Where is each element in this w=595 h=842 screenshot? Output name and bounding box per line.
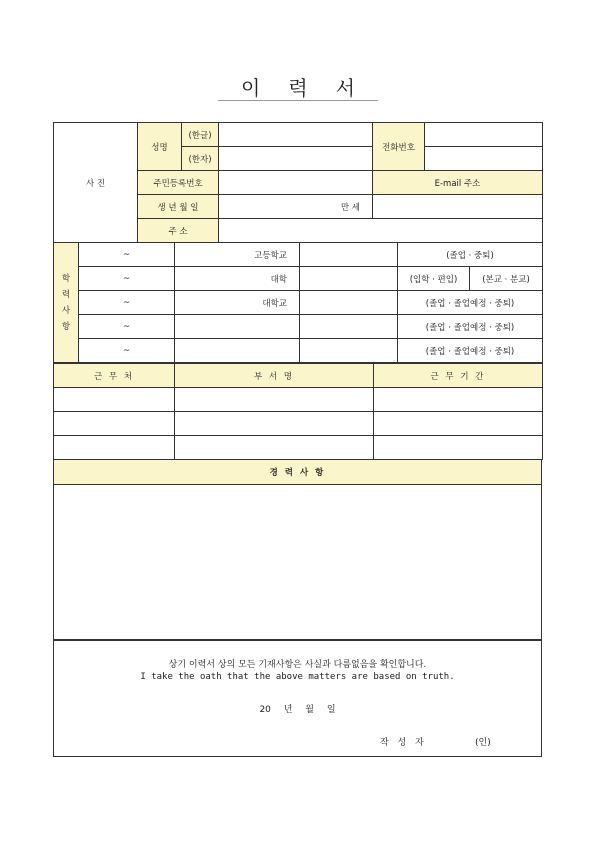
- edu-period-field[interactable]: ~: [79, 339, 175, 363]
- edu-period-field[interactable]: ~: [79, 315, 175, 339]
- work-period-field[interactable]: [374, 388, 543, 412]
- edu-school-field[interactable]: 고등학교: [175, 243, 300, 267]
- address-label: 주 소: [138, 219, 219, 243]
- education-table: [53, 242, 543, 363]
- edu-major-field[interactable]: [300, 339, 398, 363]
- name-label: 성명: [138, 123, 182, 171]
- education-label: [54, 243, 79, 363]
- phone-field-2[interactable]: [425, 147, 543, 171]
- edu-campus[interactable]: (본교 · 분교): [470, 267, 543, 291]
- department-field[interactable]: [175, 436, 374, 460]
- edu-status[interactable]: (졸업 · 중퇴): [398, 243, 543, 267]
- phone-label: 전화번호: [373, 123, 425, 171]
- education-label-char: 항: [61, 321, 71, 332]
- work-period-field[interactable]: [374, 436, 543, 460]
- oath-korean: 상기 이력서 상의 모든 기재사항은 사실과 다름없음을 확인합니다.: [168, 660, 427, 670]
- work-table: [53, 363, 543, 460]
- korean-name-field[interactable]: [219, 123, 373, 147]
- edu-status[interactable]: (졸업 · 졸업예정 · 중퇴): [398, 291, 543, 315]
- seal-label[interactable]: (인): [475, 738, 491, 748]
- edu-school-field[interactable]: 대학교: [175, 291, 300, 315]
- personal-info-table: [53, 122, 543, 243]
- department-field[interactable]: [175, 412, 374, 436]
- edu-period-field[interactable]: ~: [79, 243, 175, 267]
- edu-period-field[interactable]: ~: [79, 267, 175, 291]
- edu-major-field[interactable]: [300, 315, 398, 339]
- oath-section: [53, 640, 542, 757]
- email-label: E-mail 주소: [373, 171, 543, 195]
- work-period-header: 근 무 기 간: [374, 364, 543, 388]
- work-period-field[interactable]: [374, 412, 543, 436]
- edu-period-field[interactable]: ~: [79, 291, 175, 315]
- title-char: 이: [241, 76, 261, 100]
- edu-status[interactable]: (입학 · 편입): [398, 267, 470, 291]
- title-char: 서: [335, 76, 355, 100]
- title-char: 력: [288, 76, 308, 100]
- education-label-char: 력: [61, 289, 71, 300]
- edu-status[interactable]: (졸업 · 졸업예정 · 중퇴): [398, 315, 543, 339]
- rrn-label: 주민등록번호: [138, 171, 219, 195]
- korean-name-label: (한글): [182, 123, 219, 147]
- edu-school-field[interactable]: 대학: [175, 267, 300, 291]
- phone-field[interactable]: [425, 123, 543, 147]
- age-field[interactable]: 만 세: [219, 195, 373, 219]
- oath-english: I take the oath that the above matters are based on truth.: [140, 672, 455, 682]
- department-header: 부 서 명: [175, 364, 374, 388]
- edu-major-field[interactable]: [300, 291, 398, 315]
- photo-area[interactable]: [54, 123, 138, 243]
- email-field[interactable]: [373, 195, 543, 219]
- education-label-char: 학: [61, 273, 71, 284]
- edu-major-field[interactable]: [300, 267, 398, 291]
- hanja-name-field[interactable]: [219, 147, 373, 171]
- department-field[interactable]: [175, 388, 374, 412]
- workplace-field[interactable]: [54, 388, 175, 412]
- date-line[interactable]: 20 년 월 일: [259, 705, 336, 715]
- birth-label: 생 년 월 일: [138, 195, 219, 219]
- workplace-field[interactable]: [54, 436, 175, 460]
- hanja-name-label: (한자): [182, 147, 219, 171]
- career-table: [53, 459, 542, 485]
- photo-label: 사 진: [85, 178, 106, 189]
- workplace-field[interactable]: [54, 412, 175, 436]
- address-field[interactable]: [219, 219, 543, 243]
- edu-school-field[interactable]: [175, 315, 300, 339]
- edu-school-field[interactable]: [175, 339, 300, 363]
- writer-label: 작 성 자: [380, 738, 427, 748]
- career-textarea[interactable]: [53, 484, 542, 640]
- rrn-field[interactable]: [219, 171, 373, 195]
- career-header: 경 력 사 항: [54, 460, 542, 485]
- document-title: [218, 72, 378, 101]
- workplace-header: 근 무 처: [54, 364, 175, 388]
- education-label-char: 사: [61, 305, 71, 316]
- edu-major-field[interactable]: [300, 243, 398, 267]
- edu-status[interactable]: (졸업 · 졸업예정 · 중퇴): [398, 339, 543, 363]
